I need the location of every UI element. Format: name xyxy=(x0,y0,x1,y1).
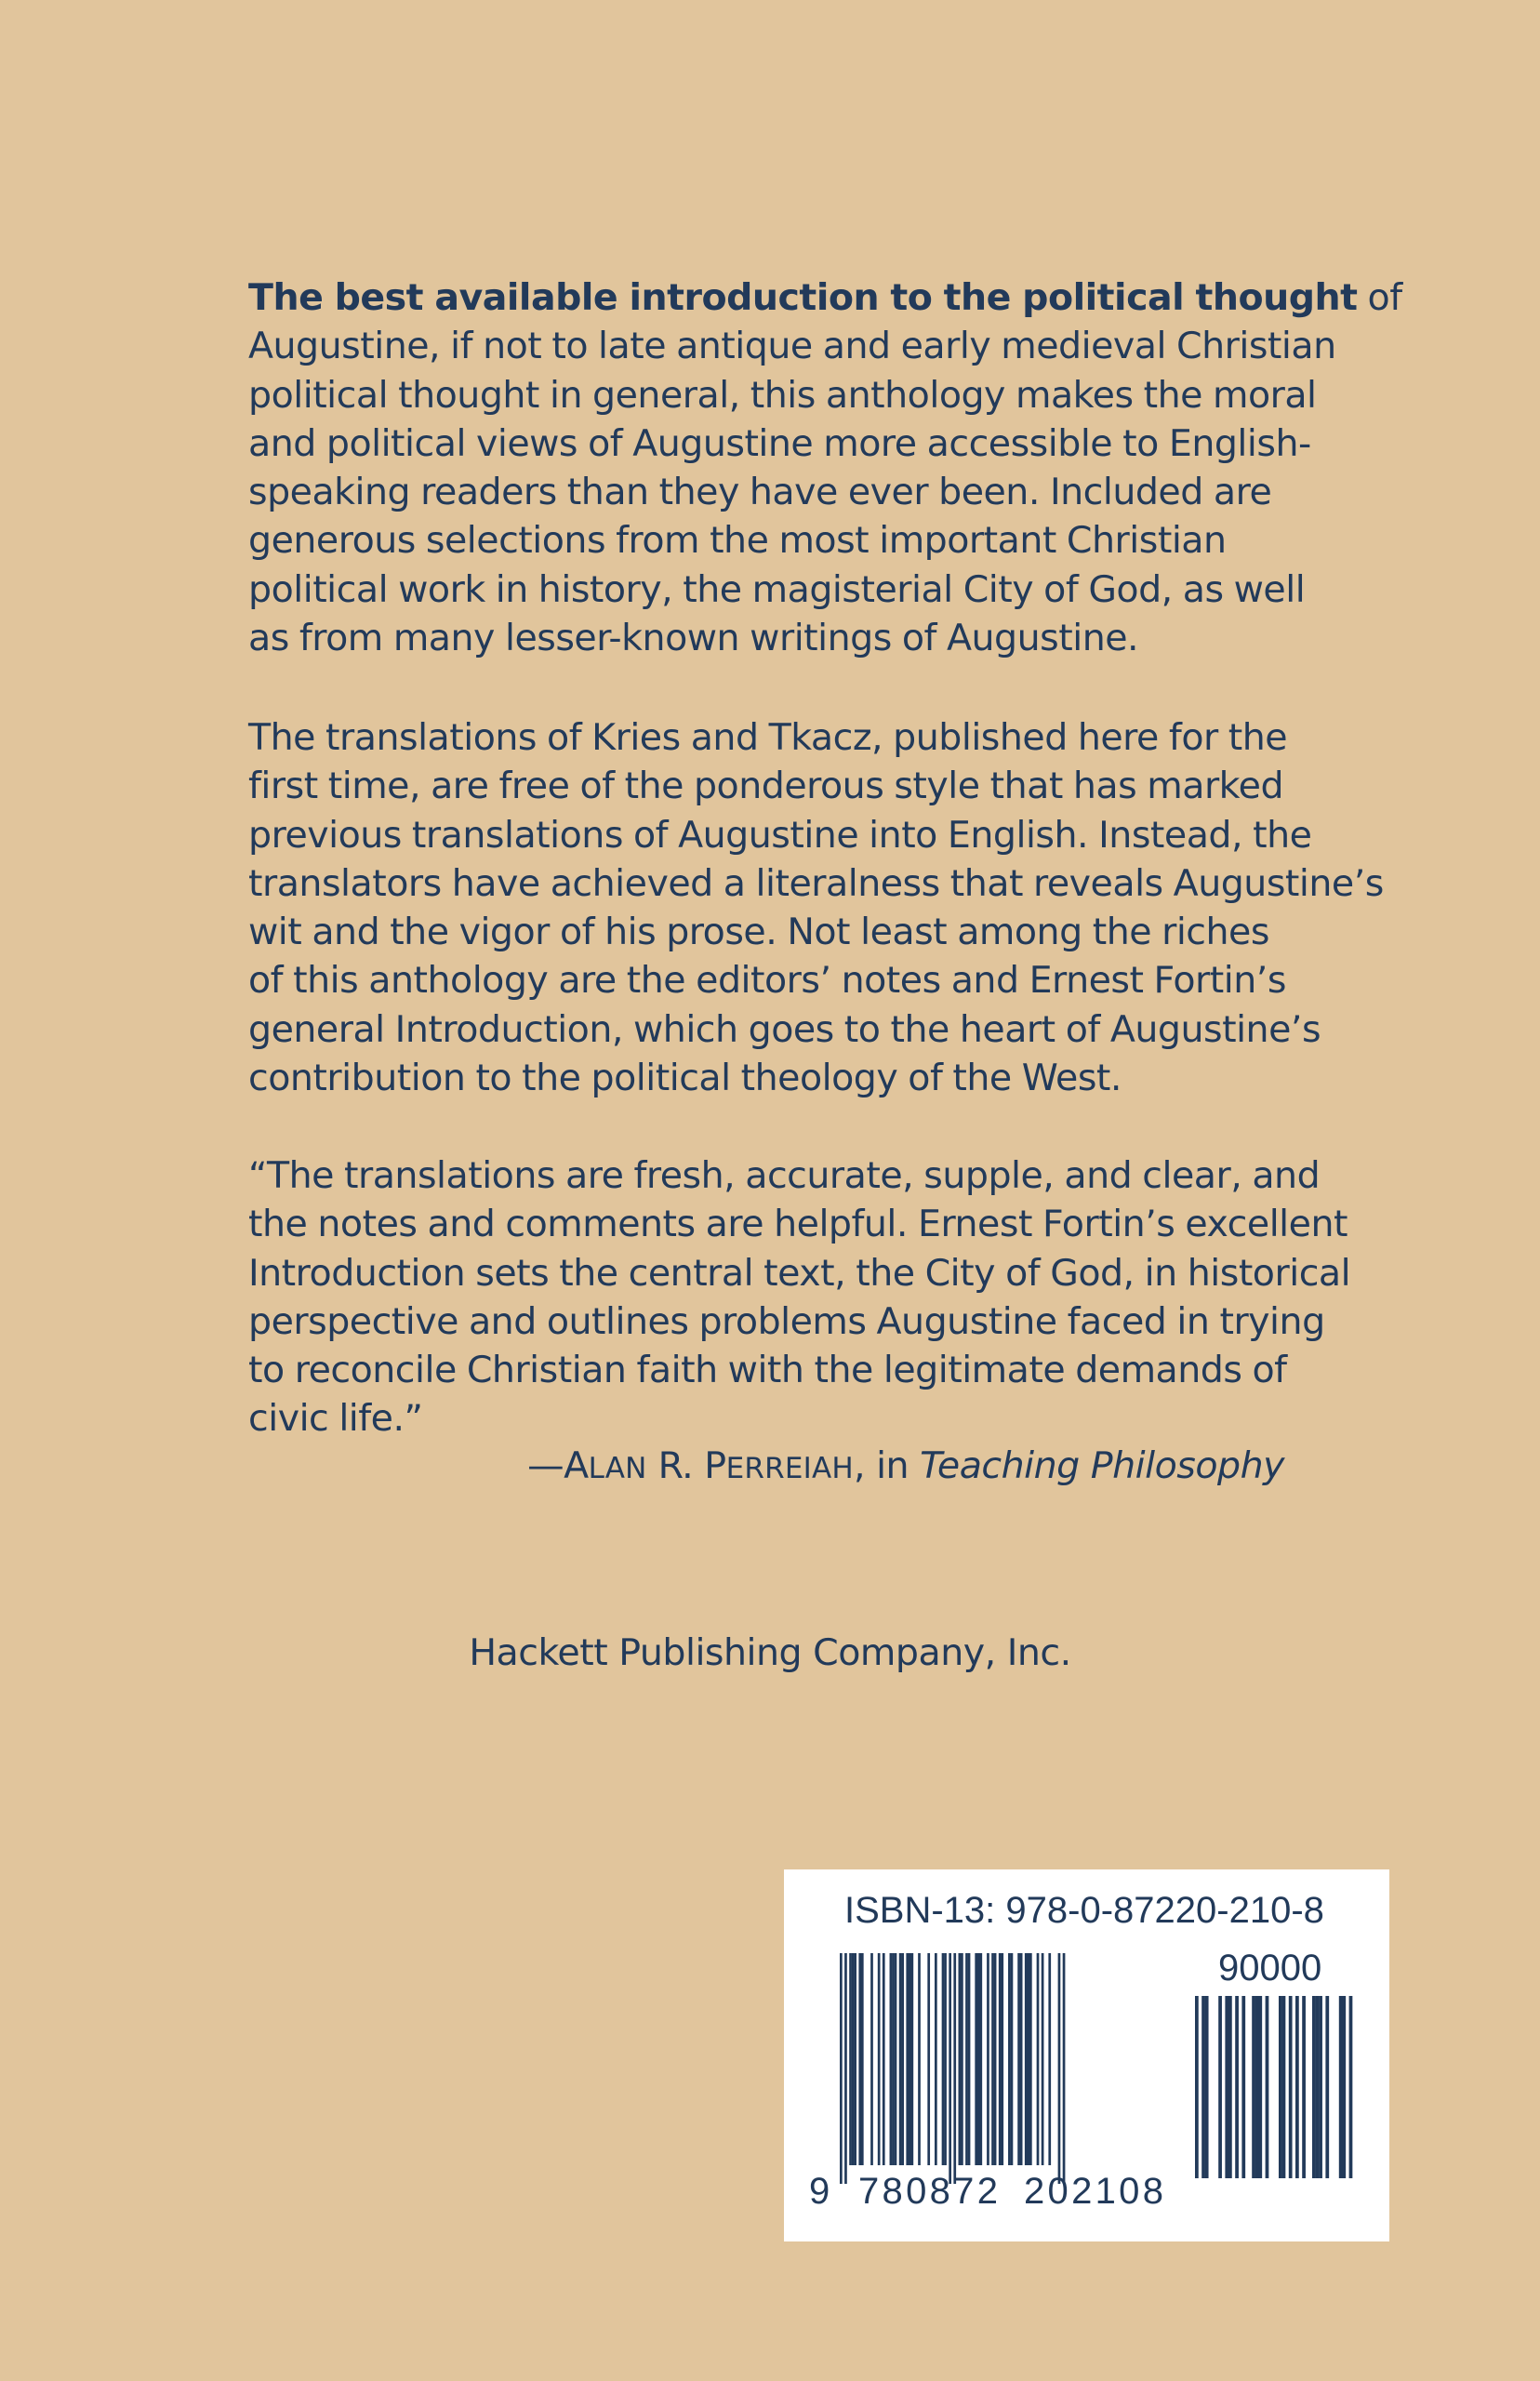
attribution-last-name-rest: ERREIAH xyxy=(725,1452,854,1485)
barcode-bar xyxy=(1342,1996,1346,2178)
paragraph-line: wit and the vigor of his prose. Not least among the riches xyxy=(248,911,1269,954)
barcode-bar xyxy=(1241,1996,1245,2178)
barcode-bar xyxy=(906,1953,909,2165)
barcode-bar xyxy=(942,1953,945,2165)
ean13-bars xyxy=(840,1953,1065,2184)
barcode-bar xyxy=(975,1953,977,2165)
barcode-label xyxy=(784,1869,1389,2241)
barcode-bar xyxy=(1029,1953,1032,2165)
barcode-bar xyxy=(1266,1996,1269,2178)
attribution-first-name-rest: LAN xyxy=(588,1452,647,1485)
paragraph-line: as from many lesser-known writings of Augustine. xyxy=(248,617,1139,660)
paragraph-line: The translations of Kries and Tkacz, published here for the xyxy=(248,716,1288,759)
barcode-bar xyxy=(949,1953,951,2184)
barcode-bar xyxy=(901,1953,904,2165)
barcode-bar xyxy=(1017,1953,1020,2165)
barcode-bar xyxy=(1205,1996,1209,2178)
barcode-bar xyxy=(1325,1996,1329,2178)
paragraph-line: translators have achieved a literalness that reveals Augustine’s xyxy=(248,861,1384,905)
paragraph-line xyxy=(248,273,1402,322)
barcode-bar xyxy=(1025,1953,1028,2165)
barcode-bar xyxy=(944,1953,947,2165)
barcode-bar xyxy=(979,1953,982,2165)
barcode-bar xyxy=(927,1953,930,2165)
barcode-bar xyxy=(1042,1953,1044,2165)
paragraph-line: contribution to the political theology of the West. xyxy=(248,1057,1122,1100)
paragraph-line: first time, are free of the ponderous style that has marked xyxy=(248,765,1284,808)
barcode-bar xyxy=(1339,1996,1343,2178)
barcode-bar xyxy=(1255,1996,1259,2178)
paragraph-line: generous selections from the most important Christian xyxy=(248,519,1227,563)
barcode-bar xyxy=(1302,1996,1306,2178)
barcode-bar xyxy=(959,1953,962,2165)
attribution-initial-last: P xyxy=(704,1444,726,1487)
barcode-bar xyxy=(1235,1996,1239,2178)
quote-line: Introduction sets the central text, the City of God, in historical xyxy=(248,1251,1351,1295)
barcode-bar xyxy=(935,1953,937,2165)
barcode-bar xyxy=(1011,1953,1014,2165)
barcode-bar xyxy=(1316,1996,1320,2178)
barcode-bar xyxy=(1001,1953,1003,2165)
quote-line: “The translations are fresh, accurate, supple, and clear, and xyxy=(248,1154,1321,1197)
barcode-bar xyxy=(892,1953,895,2165)
barcode-bar xyxy=(1037,1953,1040,2165)
attribution-dash: — xyxy=(527,1444,564,1487)
attribution-middle: R. xyxy=(646,1444,705,1487)
addon-bars xyxy=(1195,1996,1352,2178)
barcode-bar xyxy=(858,1953,861,2165)
barcode-bar xyxy=(1048,1953,1051,2165)
barcode-bar xyxy=(1201,1996,1205,2178)
barcode-bar xyxy=(1319,1996,1322,2178)
description-paragraph-1 xyxy=(248,273,1402,662)
paragraph-line: of this anthology are the editors’ notes and Ernest Fortin’s xyxy=(248,959,1286,1003)
quote-line: to reconcile Christian faith with the legitimate demands of xyxy=(248,1349,1287,1392)
lead-phrase: The best available introduction to the political thought xyxy=(248,276,1358,319)
attribution-connector: , in xyxy=(853,1444,921,1487)
attribution-source: Teaching Philosophy xyxy=(920,1444,1284,1487)
barcode-bar xyxy=(1258,1996,1262,2178)
paragraph-line: Augustine, if not to late antique and early medieval Christian xyxy=(248,325,1336,368)
barcode-bar xyxy=(1349,1996,1353,2178)
barcode-bar xyxy=(1020,1953,1023,2165)
price-addon-number: 90000 xyxy=(1218,1948,1322,1989)
barcode-bar xyxy=(1228,1996,1232,2178)
barcode-bar xyxy=(965,1953,968,2165)
barcode-bar xyxy=(852,1953,855,2165)
barcode-bar xyxy=(854,1953,856,2165)
barcode-bar xyxy=(1252,1996,1255,2178)
barcode-bar xyxy=(953,1953,956,2184)
barcode-digits-left: 780872 xyxy=(858,2171,1002,2212)
quote-attribution xyxy=(527,1442,1284,1493)
review-quote xyxy=(248,1151,1351,1443)
quote-line: civic life.” xyxy=(248,1397,423,1441)
barcode-bar xyxy=(1225,1996,1228,2178)
barcode-bar xyxy=(861,1953,864,2165)
quote-line: the notes and comments are helpful. Ernest Fortin’s excellent xyxy=(248,1203,1348,1246)
barcode-bar xyxy=(994,1953,997,2165)
barcode-bar xyxy=(1058,1953,1061,2184)
publisher-name: Hackett Publishing Company, Inc. xyxy=(469,1631,1071,1674)
barcode-bar xyxy=(890,1953,893,2165)
barcode-bar xyxy=(870,1953,873,2165)
barcode-bar xyxy=(1312,1996,1316,2178)
barcode-bar xyxy=(1295,1996,1299,2178)
paragraph-line: political work in history, the magisterial City of God, as well xyxy=(248,567,1306,611)
description-paragraph-2 xyxy=(248,713,1384,1102)
barcode-bar xyxy=(961,1953,963,2165)
isbn-number: ISBN-13: 978-0-87220-210-8 xyxy=(844,1890,1324,1931)
barcode-bar xyxy=(899,1953,902,2165)
barcode-bar xyxy=(977,1953,980,2165)
paragraph-line: and political views of Augustine more accessible to English- xyxy=(248,421,1311,465)
barcode-digit-first: 9 xyxy=(809,2171,830,2212)
paragraph-line: general Introduction, which goes to the heart of Augustine’s xyxy=(248,1007,1321,1051)
barcode-bar xyxy=(1279,1996,1282,2178)
barcode-bar xyxy=(909,1953,911,2165)
barcode-bar xyxy=(918,1953,921,2165)
paragraph-line: speaking readers than they have ever been. Included are xyxy=(248,471,1272,514)
barcode-bar xyxy=(1282,1996,1286,2178)
paragraph-line: political thought in general, this anthology makes the moral xyxy=(248,373,1317,417)
barcode-bar xyxy=(844,1953,847,2184)
barcode-bar xyxy=(883,1953,885,2165)
barcode-bar xyxy=(895,1953,897,2165)
barcode-bar xyxy=(991,1953,994,2165)
barcode-bar xyxy=(878,1953,881,2165)
barcode-bar xyxy=(840,1953,843,2184)
barcode-bar xyxy=(911,1953,914,2165)
barcode-bar xyxy=(968,1953,971,2165)
barcode-bar xyxy=(849,1953,852,2165)
barcode-bar xyxy=(1027,1953,1029,2165)
line-text: of xyxy=(1357,276,1402,319)
barcode-bar xyxy=(1195,1996,1199,2178)
barcode-bar xyxy=(1218,1996,1222,2178)
barcode-digits-right: 202108 xyxy=(1024,2171,1167,2212)
barcode-bar xyxy=(1289,1996,1293,2178)
paragraph-line: previous translations of Augustine into English. Instead, the xyxy=(248,813,1312,857)
barcode-bar xyxy=(1008,1953,1011,2165)
quote-line: perspective and outlines problems Augustine faced in trying xyxy=(248,1299,1325,1343)
attribution-initial-first: A xyxy=(564,1444,589,1487)
barcode-bar xyxy=(987,1953,989,2165)
barcode-bar xyxy=(1063,1953,1066,2184)
barcode-bar xyxy=(999,1953,1002,2165)
